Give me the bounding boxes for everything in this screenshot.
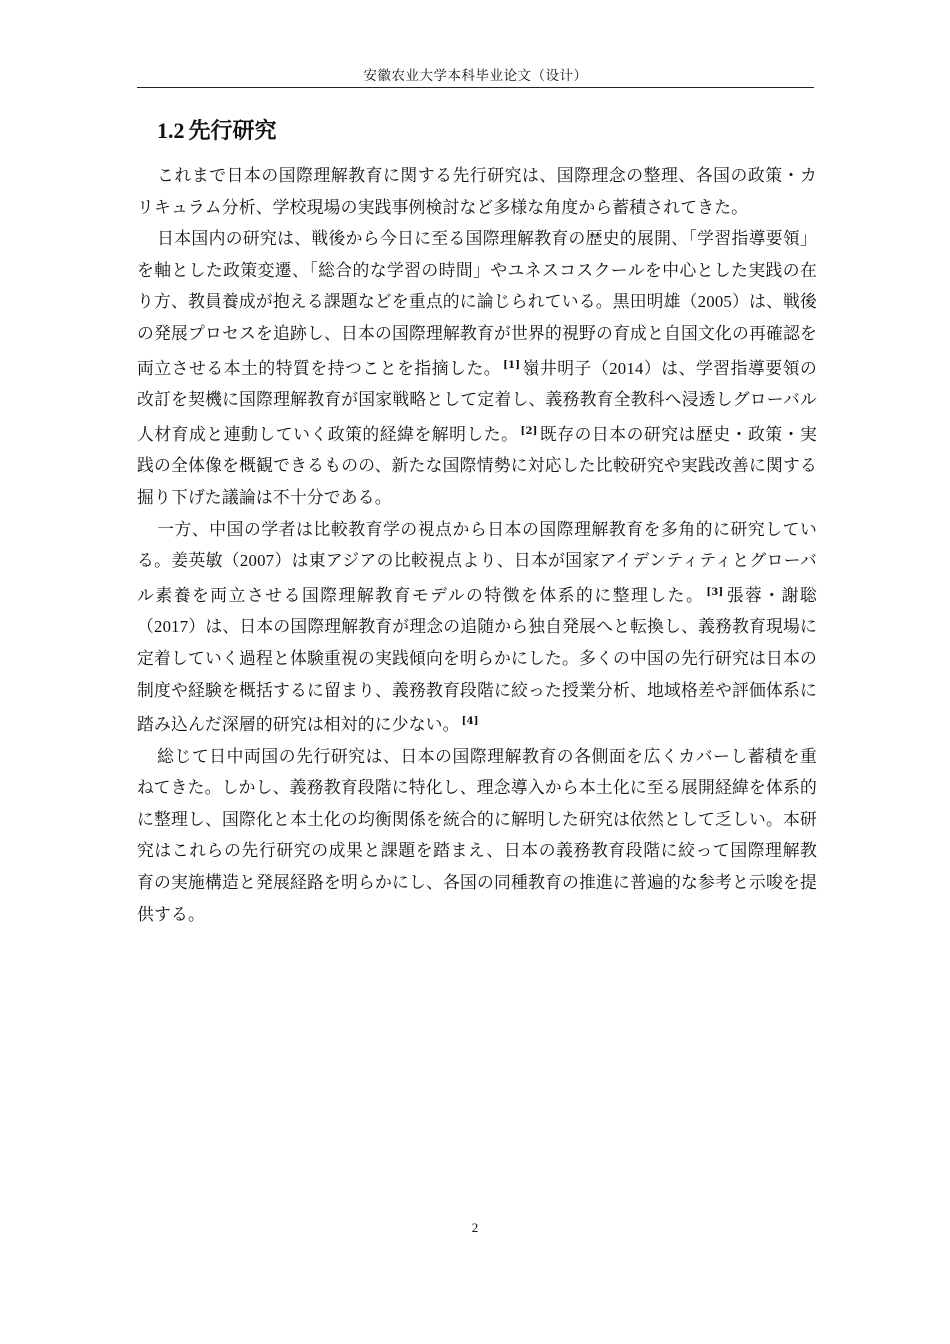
paragraph-segment: ）は、戦後の発展プロセスを追跡し、日本の国際理解教育が世界的視野の育成と自国文化の再確認を両立させる本土的特質を持つことを指摘した。 <box>137 291 817 378</box>
citation-year: 2007 <box>239 551 275 571</box>
citation-marker[interactable]: [4] <box>461 716 479 728</box>
paragraph-japan-research <box>137 223 817 513</box>
paragraph-segment: ）は、日本の国際理解教育が理念の追随から独自発展へと転換し、義務教育現場に定着していく過程と体験重視の実践傾向を明らかにした。多くの中国の先行研究は日本の制度や経験を概括するに留まり、義務教育段階に絞った授業分析、地域格差や評価体系に踏み込んだ深層的研究は相対的に少ない。 <box>137 616 818 735</box>
citation-marker[interactable]: [2] <box>520 425 538 437</box>
citation-year: 2017 <box>154 617 189 637</box>
paragraph-intro: これまで日本の国際理解教育に関する先行研究は、国際理念の整理、各国の政策・カリキュラム分析、学校現場の実践事例検討など多様な角度から蓄積されてきた。 <box>137 165 817 217</box>
header-divider <box>137 87 814 88</box>
section-heading <box>157 114 277 145</box>
paragraph-china-research <box>137 514 817 741</box>
citation-marker[interactable]: [3] <box>706 586 724 598</box>
running-header: 安徽农业大学本科毕业论文（设计） <box>363 68 588 83</box>
citation-marker[interactable]: [1] <box>503 359 521 371</box>
page-number: 2 <box>471 1220 479 1235</box>
paragraph-summary: 総じて日中両国の先行研究は、日本の国際理解教育の各側面を広くカバーし蓄積を重ねてきた。しかし、義務教育段階に特化し、理念導入から本土化に至る展開経緯を体系的に整理し、国際化と本土化の均衡関係を統合的に解明した研究は依然として乏しい。本研究はこれらの先行研究の成果と課題を踏まえ、日本の義務教育段階に絞って国際理解教育の実施構造と発展経路を明らかにし、各国の同種教育の推進に普遍的な参考と示唆を提供する。 <box>137 745 817 924</box>
paragraph-segment: 嶺井明子（ <box>522 357 610 378</box>
section-title-text: 先行研究 <box>188 118 277 144</box>
paragraph-segment: ）は、学習指導要領の改訂を契機に国際理解教育が国家戦略として定着し、義務教育全教科へ浸透しグローバル人材育成と連動していく政策的経緯を解明した。 <box>137 357 817 444</box>
paragraph-segment: 日本国内の研究は、戦後から今日に至る国際理解教育の歴史的展開、「学習指導要領」を軸とした政策変遷、「総合的な学習の時間」やユネスコスクールを中心とした実践の在り方、教員養成が抱える課題などを重点的に論じられている。黒田明雄（ <box>137 228 817 312</box>
citation-year: 2005 <box>697 292 733 312</box>
paragraph-segment: 既存の日本の研究は歴史・政策・実践の全体像を概観できるものの、新たな国際情勢に対応した比較研究や実践改善に関する掘り下げた議論は不十分である。 <box>137 423 818 507</box>
body-text <box>137 160 817 930</box>
citation-year: 2014 <box>609 358 644 378</box>
paragraph-segment: 張蓉・謝聡（ <box>137 584 817 637</box>
section-number: 1.2 <box>157 118 185 143</box>
paragraph-segment: ）は東アジアの比較視点より、日本が国家アイデンティティとグローバル素養を両立させる国際理解教育モデルの特徴を体系的に整理した。 <box>137 550 818 605</box>
paragraph-segment: 一方、中国の学者は比較教育学の視点から日本の国際理解教育を多角的に研究している。姜英敏（ <box>137 518 817 571</box>
